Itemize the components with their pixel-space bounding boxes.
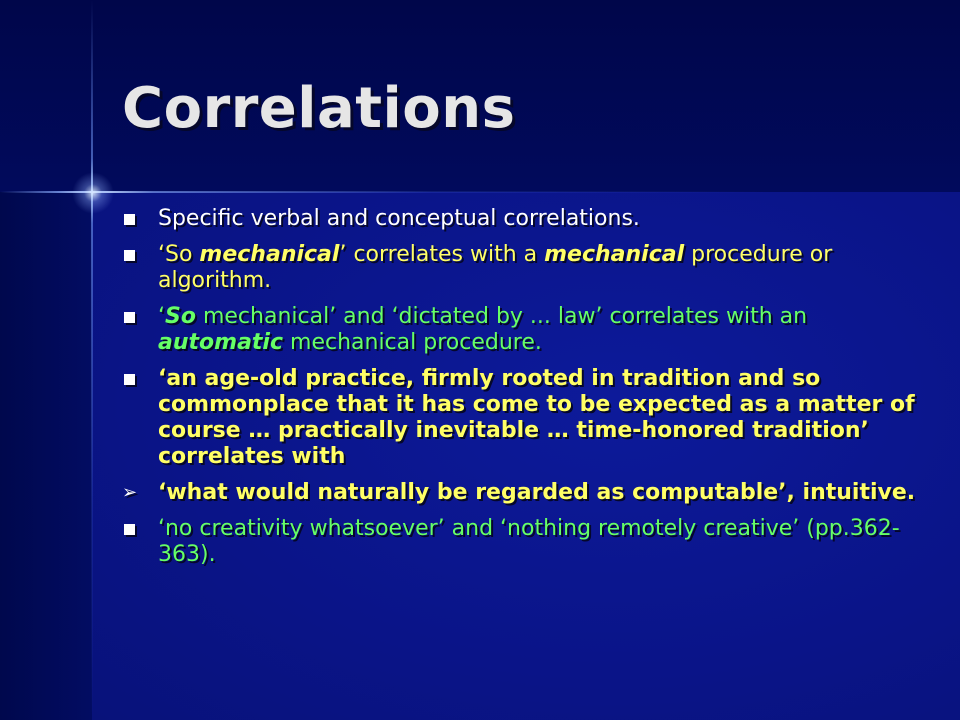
- bullet-emphasis: mechanical: [199, 242, 340, 267]
- square-bullet-icon: [122, 304, 158, 330]
- bullet-text-part: ‘: [158, 304, 165, 329]
- bullet-text-part: mechanical’ and ‘dictated by ... law’ correlates with an: [195, 304, 808, 329]
- bullet-text-part: mechanical procedure.: [283, 330, 542, 355]
- bullet-item-4: [122, 366, 922, 470]
- bullet-text-part: ’ correlates with a: [339, 242, 545, 267]
- sparkle-icon: [72, 172, 114, 214]
- square-bullet-icon: [122, 516, 158, 542]
- square-bullet-icon: [122, 366, 158, 392]
- bullet-list: [122, 206, 922, 578]
- bullet-item-1: [122, 206, 922, 232]
- bullet-text-part: procedure or algorithm.: [158, 242, 833, 293]
- bullet-emphasis: So: [165, 304, 196, 329]
- square-bullet-icon: [122, 242, 158, 268]
- bullet-text: ‘an age-old practice, firmly rooted in tradition and so commonplace that it has come to be expected as a matter of course … practically inevitable … time-honored tradition’ correlates with: [158, 366, 915, 469]
- square-bullet-icon: [122, 206, 158, 232]
- vertical-light-line: [91, 0, 93, 720]
- bullet-text: ‘no creativity whatsoever’ and ‘nothing remotely creative’ (pp.362-363).: [158, 516, 900, 567]
- bullet-text: ‘what would naturally be regarded as computable’, intuitive.: [158, 480, 916, 505]
- bullet-item-5: [122, 480, 922, 506]
- bullet-emphasis: mechanical: [544, 242, 685, 267]
- bullet-item-2: [122, 242, 922, 294]
- arrow-bullet-icon: ➢: [122, 482, 138, 503]
- bullet-text: Specific verbal and conceptual correlations.: [158, 206, 640, 231]
- bullet-item-6: [122, 516, 922, 568]
- horizontal-light-line: [0, 191, 960, 193]
- slide-title: Correlations: [122, 76, 516, 141]
- bullet-text-part: ‘So: [158, 242, 200, 267]
- bullet-emphasis: automatic: [158, 330, 284, 355]
- bullet-item-3: [122, 304, 922, 356]
